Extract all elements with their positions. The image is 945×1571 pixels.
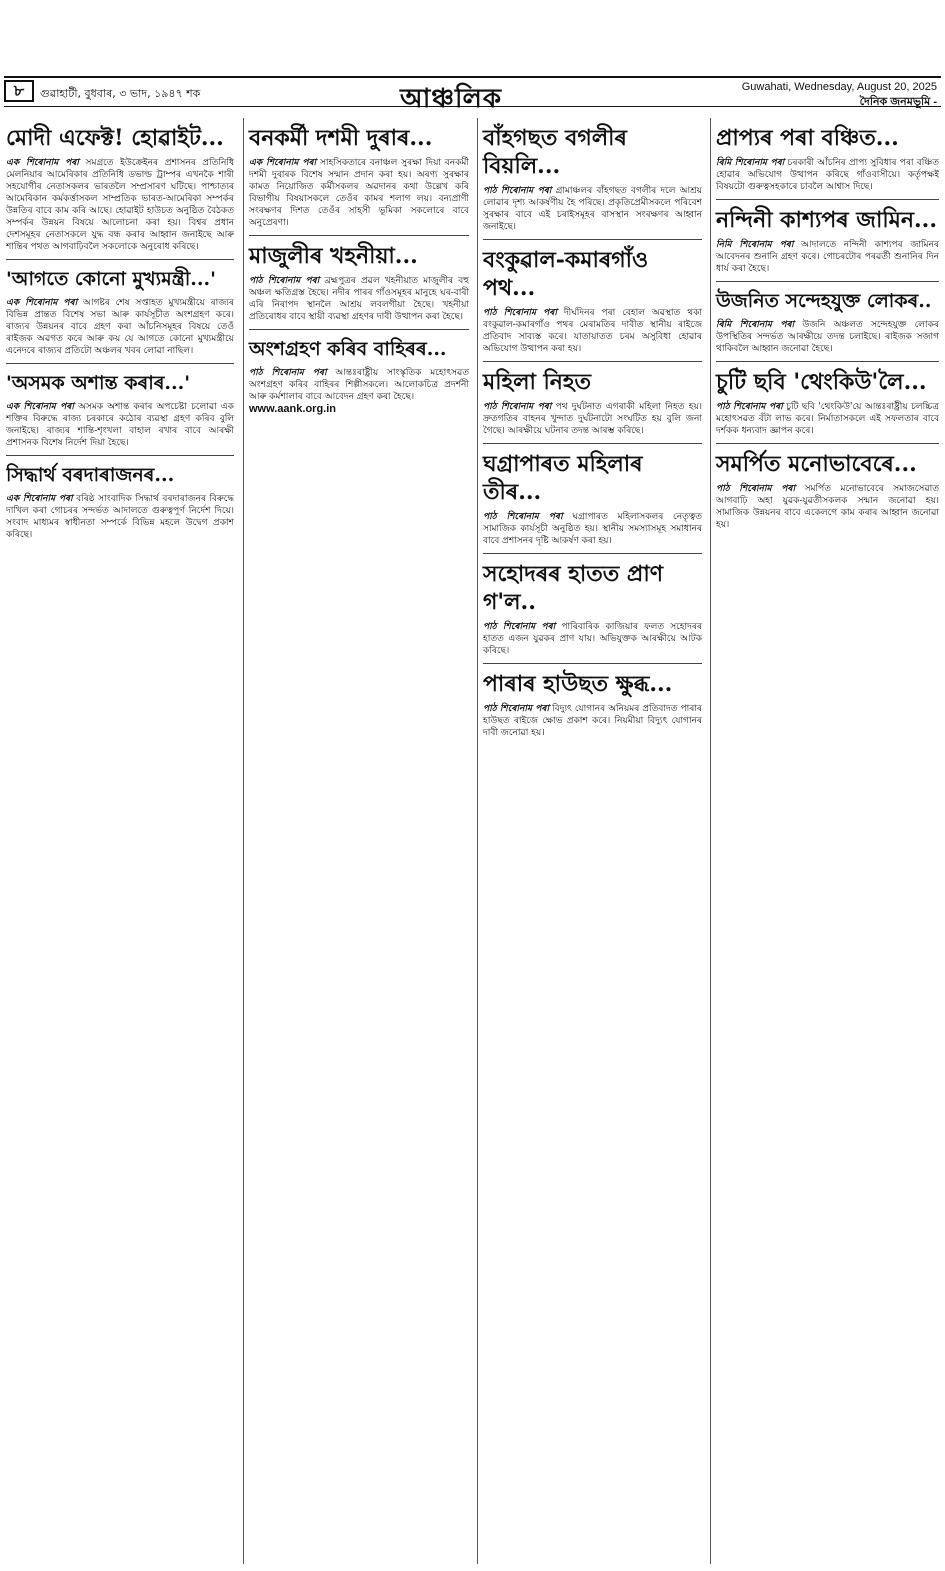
- article-body: ৰিমি শিৰোনাম পৰা উজনি অঞ্চলত সন্দেহযুক্ত লোকৰ উপস্থিতিৰ সন্দৰ্ভত আৰক্ষীয়ে তদন্ত চলাইছে। ৰাইজক সজাগ থাকিবলৈ আহ্বান জনোৱা হৈছে।: [716, 320, 939, 354]
- divider: [483, 443, 702, 444]
- headline-road[interactable]: বংকুৱাল-কমাৰগাঁও পথ...: [483, 247, 649, 301]
- date-assamese: গুৱাহাটী, বুধবাৰ, ৩ ভাদ, ১৯৪৭ শক: [40, 87, 201, 100]
- section-title: আঞ্চলিক: [400, 84, 503, 114]
- headline-sibling[interactable]: সহোদৰৰ হাতত প্ৰাণ গ'ল..: [483, 561, 664, 615]
- date-english: Guwahati, Wednesday, August 20, 2025: [741, 81, 937, 93]
- divider: [716, 199, 939, 200]
- headline-assam-unrest[interactable]: 'অসমক অশান্ত কৰাৰ...': [6, 372, 191, 394]
- divider: [716, 281, 939, 282]
- headline-nandini-bail[interactable]: নন্দিনী কাশ্যপৰ জামিন...: [716, 207, 937, 233]
- article-body: পাঠ শিৰোনাম পৰা পাৰিবাৰিক কাজিয়াৰ ফলত সহোদৰৰ হাতত এজন যুৱকৰ প্ৰাণ যায়। অভিযুক্তক আৰক্ষীয়ে আটক কৰিছে।: [483, 622, 702, 656]
- article-body: পাঠ শিৰোনাম পৰা চুটি ছবি 'থেংকিউ'য়ে আন্তঃৰাষ্ট্ৰীয় চলচ্চিত্ৰ মহোৎসৱত বঁটা লাভ কৰে। নিৰ্মাতাসকলে এই সফলতাৰ বাবে দৰ্শকক ধন্যবাদ জ্ঞাপন কৰে।: [716, 402, 939, 436]
- divider: [249, 235, 469, 236]
- column-4: [710, 118, 939, 1564]
- divider: [483, 361, 702, 362]
- headline-modi-effect[interactable]: মোদী এফেক্ট! হোৱাইট...: [6, 125, 224, 151]
- newspaper-brand: দৈনিক জনমভূমি -: [859, 96, 937, 108]
- divider: [6, 259, 234, 260]
- headline-participation[interactable]: অংশগ্ৰহণ কৰিব বাহিৰৰ...: [249, 338, 447, 360]
- headline-bamboo-egrets[interactable]: বাঁহগছত বগলীৰ বিয়লি...: [483, 125, 627, 179]
- article-body: এক শিৰোনাম পৰা সমগ্ৰতে ইউক্ৰেইনৰ প্ৰশাসনৰ প্ৰতিনিধি মেলনিয়াৰ আমেৰিকাৰ প্ৰতিনিধি ডভাল্ড ট্ৰাম্পৰ এখনকৈ শাৰী সহযোগীৰ নেতাসকলৰ ভাৰতলৈ সম্প্ৰসাৰণ ঘটিছে। পাশ্চাত্যৰ আমেৰিকান কৰ্মকৰ্ত্তাসকল সাম্প্ৰতিক ভাৰত-আমেৰিকা সম্পৰ্কৰ উন্নতিৰ বাবে কাম কৰি আছে। হোৱাইট হাউচত অনুষ্ঠিত বৈঠকত সম্পৰ্কৰ উন্নয়ন বিষয়ে আলোচনা কৰা হয়। বিশ্বৰ প্ৰধান দেশসমূহৰ নেতাসকলে যুদ্ধ বন্ধ কৰাৰ আহ্বান জনাইছে আৰু শান্তিৰ পথত আগবাঢ়িবলৈ সকলোকে অনুৰোধ কৰিছে।: [6, 158, 234, 252]
- divider: [6, 363, 234, 364]
- byline: এক শিৰোনাম পৰা: [6, 158, 79, 168]
- divider: [716, 443, 939, 444]
- article-body: পাঠ শিৰোনাম পৰা গ্ৰামাঞ্চলৰ বাঁহগছত বগলীৰ দলে আশ্ৰয় লোৱাৰ দৃশ্য আকৰ্ষণীয় হৈ পৰিছে। প্ৰকৃতিপ্ৰেমীসকলে পৰিবেশ সুৰক্ষাৰ বাবে এই চৰাইসমূহৰ বাসস্থান সংৰক্ষণৰ আহ্বান জনাইছে।: [483, 186, 702, 232]
- byline: ৰিমি শিৰোনাম পৰা: [716, 158, 785, 168]
- byline: পাঠ শিৰোনাম পৰা: [483, 186, 552, 196]
- headline-power-house[interactable]: পাৰাৰ হাউছত ক্ষুব্ধ...: [483, 671, 673, 697]
- article-body: পাঠ শিৰোনাম পৰা ব্ৰহ্মপুত্ৰৰ প্ৰৱল খহনীয়াত মাজুলীৰ বহু অঞ্চল ক্ষতিগ্ৰস্ত হৈছে। নদীৰ পাৰৰ গাঁওসমূহৰ মানুহে ঘৰ-বাৰী এৰি নিৰাপদ স্থানলৈ আশ্ৰয় লবলগীয়া হৈছে। খহনীয়া প্ৰতিৰোধৰ বাবে স্থায়ী ব্যৱস্থা গ্ৰহণৰ দাবী উত্থাপন কৰা হৈছে।: [249, 276, 469, 322]
- article-body: পাঠ শিৰোনাম পৰা পথ দুৰ্ঘটনাত এগৰাকী মহিলা নিহত হয়। দ্ৰুতগতিৰ বাহনৰ খুন্দাত দুৰ্ঘটনাটো সংঘটিত হয় বুলি জনা গৈছে। আৰক্ষীয়ে ঘটনাৰ তদন্ত আৰম্ভ কৰিছে।: [483, 402, 702, 436]
- article-body: পাঠ শিৰোনাম পৰা ঘগ্ৰাপাৰত মহিলাসকলৰ নেতৃত্বত সামাজিক কাৰ্যসূচী অনুষ্ঠিত হয়। স্থানীয় সমস্যাসমূহ সমাধানৰ বাবে প্ৰশাসনৰ দৃষ্টি আকৰ্ষণ কৰা হয়।: [483, 512, 702, 546]
- headline-deprived[interactable]: প্ৰাপ্যৰ পৰা বঞ্চিত...: [716, 125, 899, 151]
- website-link[interactable]: www.aank.org.in: [249, 403, 336, 415]
- headline-suspicious[interactable]: উজনিত সন্দেহযুক্ত লোকৰ..: [716, 290, 932, 312]
- byline: পাঠ শিৰোনাম পৰা: [249, 368, 327, 378]
- article-body: এক শিৰোনাম পৰা সাহসিকতাৰে বনাঞ্চল সুৰক্ষা দিয়া বনকৰ্মী দশমী দুৰাৰক বিশেষ সন্মান প্ৰদান কৰা হয়। অৰণ্য সুৰক্ষাৰ কামত নিয়োজিত কৰ্মীসকলৰ অৱদানৰ কথা উল্লেখ কৰি বিভাগীয় বিষয়াসকলে তেওঁৰ কামৰ শলাগ লয়। বন্যপ্ৰাণী সংৰক্ষণৰ দিশত তেওঁৰ সাহসী ভূমিকা সকলোৰে বাবে অনুপ্ৰেৰণা।: [249, 158, 469, 228]
- headline-forest-worker[interactable]: বনকৰ্মী দশমী দুৰাৰ...: [249, 125, 433, 151]
- byline: এক শিৰোনাম পৰা: [6, 494, 73, 504]
- header-rule-bottom: [4, 106, 941, 107]
- byline: এক শিৰোনাম পৰা: [6, 402, 74, 412]
- article-body: এক শিৰোনাম পৰা অসমক অশান্ত কৰাৰ অপচেষ্টা চলোৱা এক শক্তিৰ বিৰুদ্ধে ৰাজ্য চৰকাৰে কঠোৰ ব্যৱস্থা গ্ৰহণ কৰিব বুলি জনাইছে। ৰাজ্যৰ শান্তি-শৃংখলা বাহাল ৰখাৰ বাবে আৰক্ষী প্ৰশাসনক বিশেষ নিৰ্দেশ দিয়া হৈছে।: [6, 402, 234, 448]
- divider: [483, 239, 702, 240]
- byline: পাঠ শিৰোনাম পৰা: [483, 402, 552, 412]
- headline-dedicated[interactable]: সমৰ্পিত মনোভাবেৰে...: [716, 451, 917, 477]
- divider: [716, 361, 939, 362]
- byline: পাঠ শিৰোনাম পৰা: [483, 308, 557, 318]
- headline-majuli-erosion[interactable]: মাজুলীৰ খহনীয়া...: [249, 243, 418, 269]
- column-3: [477, 118, 707, 1564]
- header-rule-top: [4, 76, 941, 78]
- byline: নিমি শিৰোনাম পৰা: [716, 240, 794, 250]
- headline-short-film[interactable]: চুটি ছবি 'থেংকিউ'লৈ...: [716, 369, 927, 395]
- article-body: এক শিৰোনাম পৰা বৰিষ্ঠ সাংবাদিক সিদ্ধাৰ্থ বৰদাৰাজনৰ বিৰুদ্ধে দাখিল কৰা গোচৰৰ সন্দৰ্ভত আদালতে গুৰুত্বপূৰ্ণ নিৰ্দেশ দিয়ে। সংবাদ মাধ্যমৰ স্বাধীনতা সম্পৰ্কে বিভিন্ন মহলে উদ্বেগ প্ৰকাশ কৰিছে।: [6, 494, 234, 540]
- article-body: এক শিৰোনাম পৰা আগষ্টৰ শেষ সপ্তাহত মুখ্যমন্ত্ৰীয়ে ৰাজ্যৰ বিভিন্ন প্ৰান্তত বিশেষ সভা আৰু কাৰ্যসূচীত অংশগ্ৰহণ কৰে। ৰাজ্যৰ উন্নয়নৰ বাবে গ্ৰহণ কৰা আঁচনিসমূহৰ বিষয়ে তেওঁ ৰাইজক অৱগত কৰে আৰু কয় যে আগতে কোনো মুখ্যমন্ত্ৰীয়ে এনেদৰে ৰাজ্যৰ প্ৰতিটো অঞ্চলৰ খবৰ লোৱা নাছিল।: [6, 298, 234, 356]
- article-columns: [6, 118, 939, 1564]
- column-1: [6, 118, 239, 1564]
- byline: পাঠ শিৰোনাম পৰা: [249, 276, 320, 286]
- article-body: নিমি শিৰোনাম পৰা আদালতে নন্দিনী কাশ্যপৰ জামিনৰ আবেদনৰ শুনানি গ্ৰহণ কৰে। গোচৰটোৰ পৰৱৰ্তী শুনানিৰ দিন ধাৰ্য কৰা হৈছে।: [716, 240, 939, 274]
- article-body: ৰিমি শিৰোনাম পৰা চৰকাৰী আঁচনিৰ প্ৰাপ্য সুবিধাৰ পৰা বঞ্চিত হোৱাৰ অভিযোগ উত্থাপন কৰিছে গাঁওবাসীয়ে। কৰ্তৃপক্ষই বিষয়টো গুৰুত্বসহকাৰে চাবলৈ আশ্বাস দিছে।: [716, 158, 939, 192]
- masthead: [0, 0, 945, 112]
- byline: এক শিৰোনাম পৰা: [249, 158, 317, 168]
- byline: পাঠ শিৰোনাম পৰা: [716, 484, 796, 494]
- byline: পাঠ শিৰোনাম পৰা: [483, 622, 556, 632]
- byline: পাঠ শিৰোনাম পৰা: [483, 704, 550, 714]
- article-body: পাঠ শিৰোনাম পৰা দীৰ্ঘদিনৰ পৰা বেহাল অৱস্থাত থকা বংকুৱাল-কমাৰগাঁও পথৰ মেৰামতিৰ দাবীত স্থানীয় ৰাইজে প্ৰতিবাদ সাব্যস্ত কৰে। যাতায়াতত চৰম অসুবিধা হোৱাৰ অভিযোগ উত্থাপন কৰা হয়।: [483, 308, 702, 354]
- divider: [6, 455, 234, 456]
- column-2: [243, 118, 474, 1564]
- byline: পাঠ শিৰোনাম পৰা: [716, 402, 783, 412]
- headline-chief-minister[interactable]: 'আগতে কোনো মুখ্যমন্ত্ৰী...': [6, 268, 216, 290]
- byline: এক শিৰোনাম পৰা: [6, 298, 78, 308]
- page-number: ৮: [4, 80, 34, 102]
- byline: পাঠ শিৰোনাম পৰা: [483, 512, 563, 522]
- headline-woman-killed[interactable]: মহিলা নিহত: [483, 369, 591, 395]
- article-body: পাঠ শিৰোনাম পৰা সমৰ্পিত মনোভাবেৰে সমাজসেৱাত আগবাঢ়ি অহা যুৱক-যুৱতীসকলক সন্মান জনোৱা হয়। সামাজিক উন্নয়নৰ বাবে একেলগে কাম কৰাৰ আহ্বান জনোৱা হয়।: [716, 484, 939, 530]
- byline: ৰিমি শিৰোনাম পৰা: [716, 320, 795, 330]
- article-body: পাঠ শিৰোনাম পৰা আন্তঃৰাষ্ট্ৰীয় সাংস্কৃতিক মহোৎসৱত অংশগ্ৰহণ কৰিব বাহিৰৰ শিল্পীসকলে। আলোকচিত্ৰ প্ৰদৰ্শনী আৰু কৰ্মশালাৰ বাবে আবেদন গ্ৰহণ কৰা হৈছে।: [249, 368, 469, 402]
- divider: [483, 553, 702, 554]
- divider: [249, 329, 469, 330]
- headline-siddharth[interactable]: সিদ্ধাৰ্থ বৰদাৰাজনৰ...: [6, 464, 175, 486]
- divider: [483, 663, 702, 664]
- headline-ghagrapar[interactable]: ঘগ্ৰাপাৰত মহিলাৰ তীৰ...: [483, 451, 643, 505]
- article-body: পাঠ শিৰোনাম পৰা বিদ্যুৎ যোগানৰ অনিয়মৰ প্ৰতিবাদত পাৰাৰ হাউছত ৰাইজে ক্ষোভ প্ৰকাশ কৰে। নিয়মীয়া বিদ্যুৎ যোগানৰ দাবী জনোৱা হয়।: [483, 704, 702, 738]
